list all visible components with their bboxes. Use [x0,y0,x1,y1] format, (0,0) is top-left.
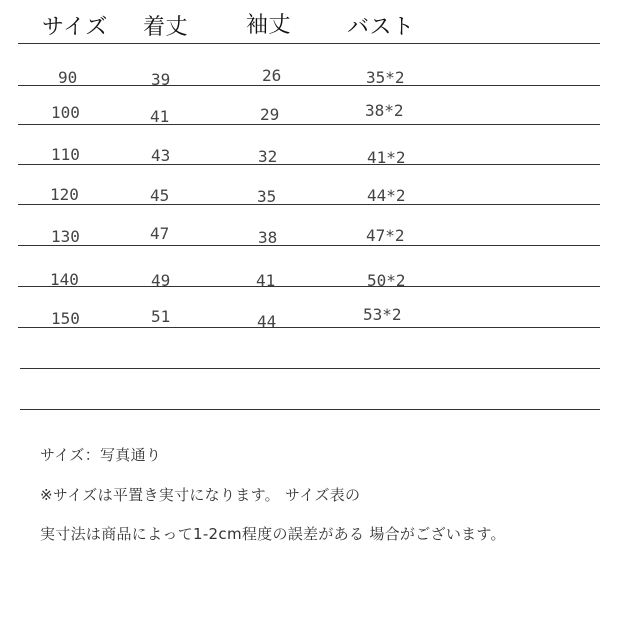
cell-size: 120 [50,185,79,204]
cell-bust: 38*2 [365,101,404,120]
cell-bust: 50*2 [367,271,406,290]
table-rule [18,245,600,246]
table-rule [18,204,600,205]
cell-size: 140 [50,270,79,289]
cell-length: 49 [151,271,171,290]
note-size-info: サイズ：写真通り [40,446,162,464]
cell-length: 43 [151,146,171,165]
table-rule [18,43,600,44]
header-size: サイズ [42,15,108,40]
cell-sleeve: 26 [262,66,282,85]
cell-length: 39 [151,70,171,89]
cell-size: 100 [51,103,80,122]
cell-sleeve: 32 [258,147,278,166]
header-sleeve: 袖丈 [246,13,292,38]
cell-size: 110 [51,145,80,164]
header-bust: バスト [347,15,415,40]
table-rule [20,368,600,369]
cell-length: 41 [150,107,170,126]
cell-length: 51 [151,307,171,326]
cell-bust: 47*2 [366,226,405,245]
table-rule [18,164,600,165]
cell-sleeve: 38 [258,228,278,247]
table-rule [18,286,600,287]
note-error-margin: 実寸法は商品によって1-2cm程度の誤差がある 場合がございます。 [40,525,506,543]
cell-bust: 35*2 [366,68,405,87]
cell-bust: 53*2 [363,305,402,324]
table-rule [20,409,600,410]
table-rule [18,327,600,328]
cell-length: 45 [150,186,170,205]
table-rule [18,124,600,125]
table-rule [18,85,600,86]
cell-size: 90 [58,68,78,87]
cell-bust: 41*2 [367,148,406,167]
note-measurement-info: ※サイズは平置き実寸になります。 サイズ表の [40,486,361,504]
cell-size: 150 [51,309,80,328]
cell-length: 47 [150,224,170,243]
cell-bust: 44*2 [367,186,406,205]
cell-sleeve: 44 [257,312,277,331]
cell-sleeve: 35 [257,187,277,206]
cell-sleeve: 41 [256,271,276,290]
header-length: 着丈 [143,15,189,40]
cell-sleeve: 29 [260,105,280,124]
cell-size: 130 [51,227,80,246]
